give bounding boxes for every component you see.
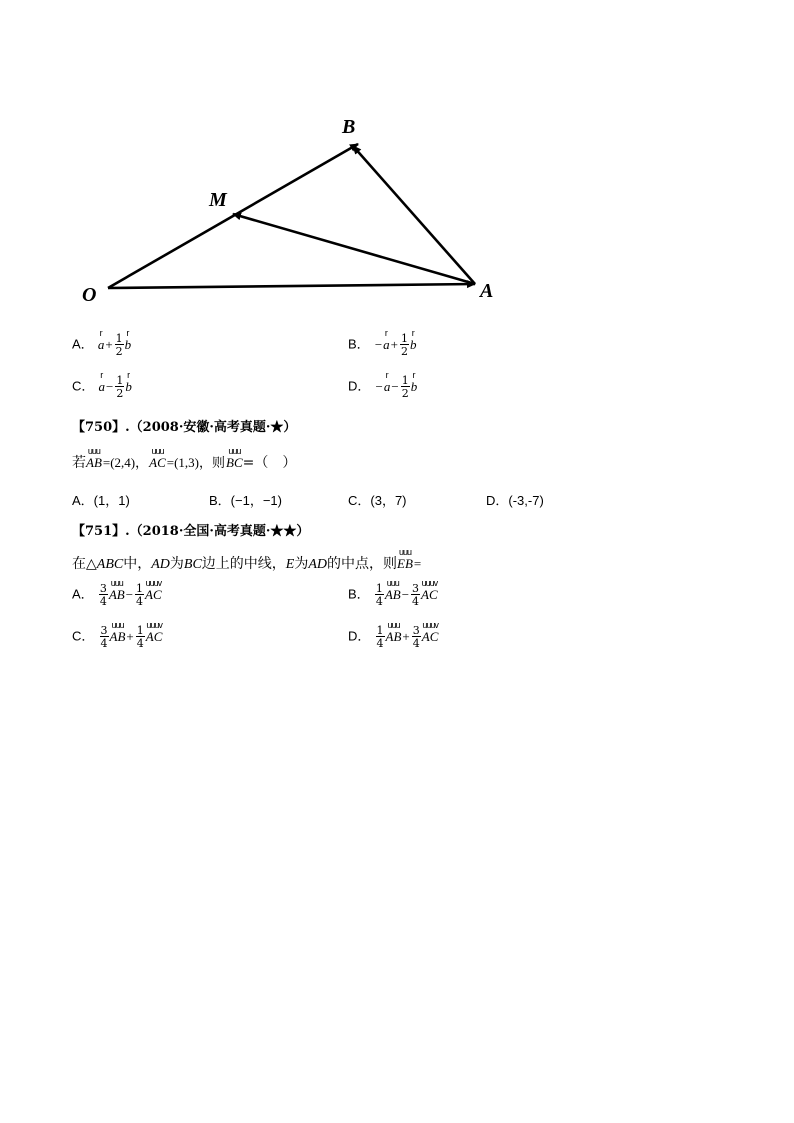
vector-ac: uuuv AC [421, 619, 439, 644]
vector-ab: uuu AB [384, 577, 401, 602]
option-letter: B． [348, 336, 370, 352]
q749-option-a[interactable]: A． r a+ $\frac{1}{2}$ r b [72, 327, 132, 358]
fraction: $\frac{1}{4}$ [376, 624, 384, 650]
fraction: $\frac{3}{4}$ [412, 582, 420, 608]
q750-choice-c[interactable]: C．(3，7) [348, 493, 407, 508]
q751-option-c[interactable]: C． $\frac{3}{4}$ uuu AB+ $\frac{1}{4}$ uuuv AC [72, 619, 163, 650]
vector-eb: uuu EB [397, 547, 413, 571]
fraction: $\frac{1}{2}$ [401, 332, 408, 358]
fraction: $\frac{3}{4}$ [99, 582, 107, 608]
fraction: $\frac{1}{2}$ [401, 374, 409, 400]
vector-ac: uuu AC [149, 446, 166, 470]
segment-am [233, 214, 475, 284]
segment-ab [353, 146, 475, 284]
fraction: $\frac{1}{4}$ [375, 582, 383, 608]
q751-option-a[interactable]: A． $\frac{3}{4}$ uuu AB− $\frac{1}{4}$ uuuv AC [72, 577, 162, 608]
triangle-figure [70, 110, 510, 310]
option-letter: C． [72, 378, 95, 394]
fraction: $\frac{1}{4}$ [136, 624, 144, 650]
vector-ab: uuu AB [86, 446, 102, 470]
segment-ob [108, 144, 358, 288]
fraction: $\frac{1}{2}$ [115, 332, 123, 358]
vector-ac: uuuv AC [145, 619, 163, 644]
vector-b: r b [125, 369, 132, 394]
q751-option-d[interactable]: D． $\frac{1}{4}$ uuu AB+ $\frac{3}{4}$ uuuv AC [348, 619, 439, 650]
label-b: B [342, 116, 356, 138]
vector-b: r b [410, 327, 417, 352]
fraction: $\frac{3}{4}$ [100, 624, 108, 650]
vector-ac: uuuv AC [421, 577, 438, 602]
option-letter: C． [72, 628, 95, 644]
vector-ac: uuuv AC [145, 577, 162, 602]
vector-ab: uuu AB [108, 577, 125, 602]
vector-b: r b [124, 327, 132, 352]
q750-choice-b[interactable]: B．(−1，−1) [209, 493, 282, 508]
vector-bc: uuu BC [226, 446, 243, 470]
label-m: M [209, 189, 227, 211]
q749-option-b[interactable]: B． − r a+ $\frac{1}{2}$ r b [348, 327, 417, 358]
label-a: A [480, 280, 494, 302]
vector-ab: uuu AB [385, 619, 402, 644]
q751-heading: 【751】.（2018·全国·高考真题·★★） [72, 524, 310, 539]
fraction: $\frac{3}{4}$ [412, 624, 420, 650]
q751-option-b[interactable]: B． $\frac{1}{4}$ uuu AB− $\frac{3}{4}$ uuuv AC [348, 577, 438, 608]
label-o: O [82, 284, 97, 306]
vector-a: r a [97, 327, 105, 352]
q750-heading: 【750】.（2008·安徽·高考真题·★） [72, 420, 297, 435]
q749-option-c[interactable]: C． r a− $\frac{1}{2}$ r b [72, 369, 132, 400]
option-letter: D． [348, 628, 371, 644]
q750-choice-d[interactable]: D．(-3,-7) [486, 493, 544, 508]
option-letter: D． [348, 378, 371, 394]
q749-option-d[interactable]: D． − r a− $\frac{1}{2}$ r b [348, 369, 418, 400]
vector-a: r a [383, 327, 390, 352]
option-letter: A． [72, 586, 94, 602]
option-letter: A． [72, 336, 94, 352]
option-letter: B． [348, 586, 370, 602]
vector-a: r a [98, 369, 106, 394]
segment-oa [108, 284, 475, 288]
q751-stem: 在△ABC中，AD为BC边上的中线，E为AD的中点，则 uuu EB= [72, 547, 422, 572]
vector-b: r b [410, 369, 418, 394]
vector-ab: uuu AB [109, 619, 126, 644]
q750-stem: 若 uuu AB=(2,4)， uuu AC=(1,3)，则 uuu BC=（ ） [72, 446, 297, 471]
q750-choice-a[interactable]: A．(1，1) [72, 493, 130, 508]
fraction: $\frac{1}{4}$ [136, 582, 144, 608]
vector-a: r a [383, 369, 391, 394]
fraction: $\frac{1}{2}$ [116, 374, 124, 400]
